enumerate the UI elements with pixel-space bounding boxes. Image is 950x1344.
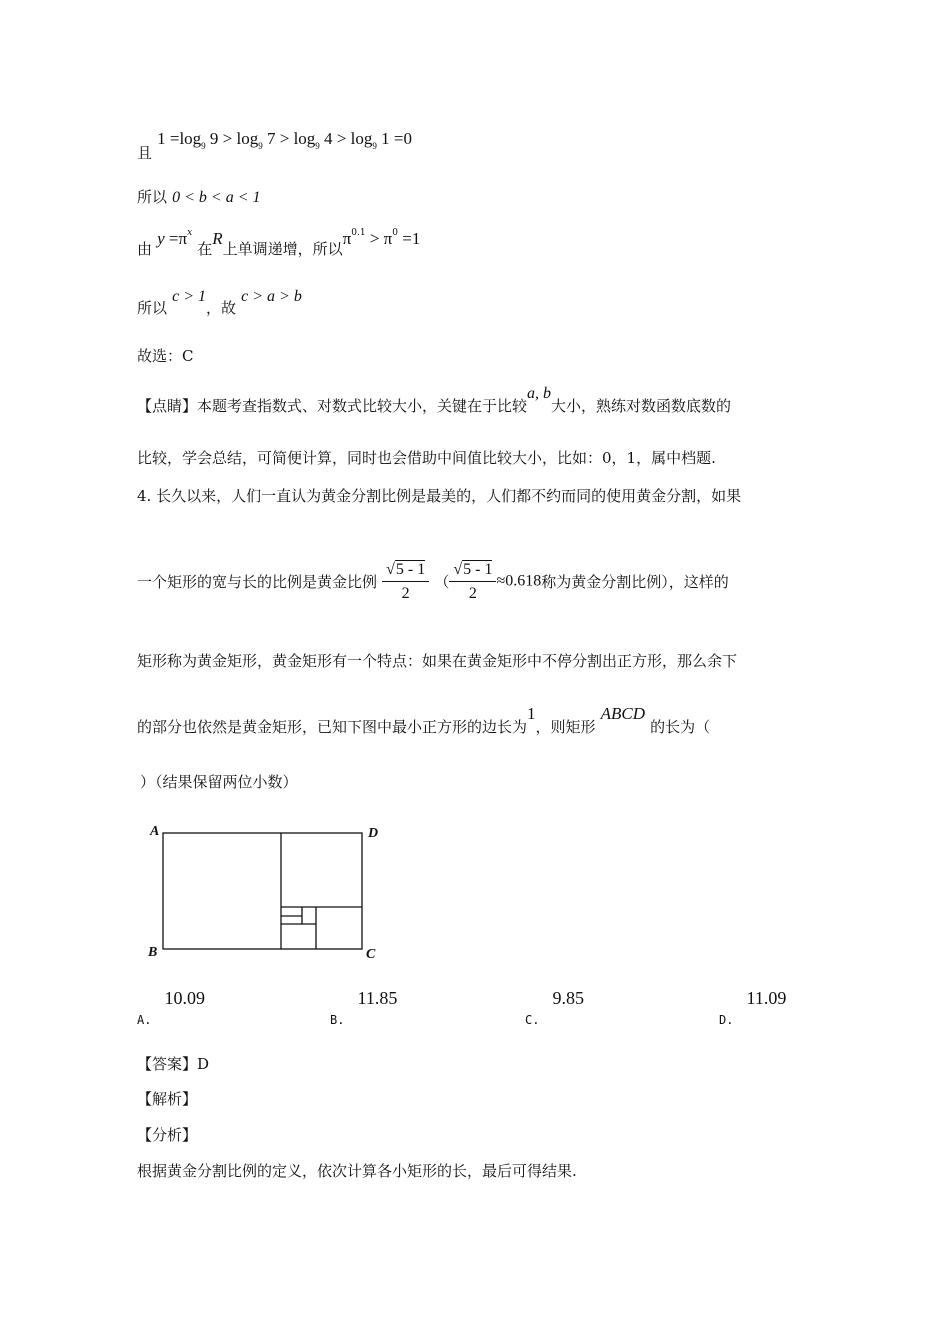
fenxi-title: 【分析】 xyxy=(137,1126,198,1144)
math-one: 1 xyxy=(527,704,536,723)
fenxi-text: 根据黄金分割比例的定义，依次计算各小矩形的长，最后可得结果. xyxy=(137,1162,577,1180)
line-log-comparison xyxy=(137,128,412,162)
choice-text: 故选：C xyxy=(137,347,194,365)
line-dianjing xyxy=(137,382,732,415)
fraction-numerator xyxy=(382,560,429,582)
text-length: 的长为（ xyxy=(650,718,711,736)
label-C: C xyxy=(366,947,376,962)
math-exp: 0.1 xyxy=(351,228,366,238)
math-abcd: ABCD xyxy=(600,704,646,723)
option-letter: B. xyxy=(330,1013,345,1027)
analysis-title: 【解析】 xyxy=(137,1090,198,1108)
math-a-b: a, b xyxy=(527,385,552,402)
label-B: B xyxy=(148,945,158,960)
sqrt-sign: √ xyxy=(453,561,463,578)
option-a[interactable] xyxy=(137,988,206,1027)
math-inequality: 0 < b < a < 1 xyxy=(172,189,261,206)
rect-abcd xyxy=(163,833,362,949)
line-monotonic xyxy=(137,228,421,258)
option-d[interactable] xyxy=(719,988,787,1027)
math-c-a-b: c > a > b xyxy=(241,288,302,305)
text-rect: ，则矩形 xyxy=(535,718,596,736)
math-R: R xyxy=(212,229,223,248)
sqrt-sign: √ xyxy=(386,561,395,578)
fraction-numerator xyxy=(449,560,496,582)
label-D: D xyxy=(368,826,379,841)
math-part: 1 =log xyxy=(157,129,202,148)
math-part: 1 =0 xyxy=(376,129,412,148)
golden-rectangle-figure xyxy=(140,820,400,970)
math-approx: ≈0.618 xyxy=(496,572,542,590)
math-gt-pi: > π xyxy=(365,229,393,248)
text-dianjing-cont: 大小，熟练对数函数底数的 xyxy=(551,397,732,415)
text-suoyi: 所以 xyxy=(137,188,168,206)
question-4-line-2 xyxy=(137,560,729,603)
option-letter: D. xyxy=(719,1013,734,1027)
math-y: y xyxy=(157,229,165,248)
math-eq-one: =1 xyxy=(398,229,421,248)
question-4-line-5: ）（结果保留两位小数） xyxy=(140,773,298,791)
option-letter: C. xyxy=(525,1013,540,1027)
question-4-line-1: 4. 长久以来，人们一直认为黄金分割比例是最美的，人们都不约而同的使用黄金分割，如果 xyxy=(137,487,742,505)
math-exp: 0 xyxy=(392,228,398,238)
option-value: 10.09 xyxy=(164,988,206,1008)
option-value: 11.85 xyxy=(357,988,398,1008)
log-base: 9 xyxy=(315,141,320,151)
math-eq-pi: =π xyxy=(164,229,188,248)
log-base: 9 xyxy=(372,141,377,151)
fraction-denominator: 2 xyxy=(401,585,410,602)
text-gu: ，故 xyxy=(206,299,237,317)
question-4-line-3: 矩形称为黄金矩形，黄金矩形有一个特点：如果在黄金矩形中不停分割出正方形，那么余下 xyxy=(137,652,738,670)
answer-label: 【答案】D xyxy=(137,1055,210,1073)
option-value: 11.09 xyxy=(746,988,787,1008)
option-value: 9.85 xyxy=(552,988,585,1008)
option-c[interactable] xyxy=(525,988,585,1027)
text-zai: 在 xyxy=(197,240,213,258)
math-exp-x: x xyxy=(187,228,193,238)
math-log-chain xyxy=(157,129,412,151)
text-you: 由 xyxy=(137,240,153,258)
text-smallest-square: 的部分也依然是黄金矩形，已知下图中最小正方形的边长为 xyxy=(137,718,528,736)
paren-open: （ xyxy=(434,573,450,591)
math-part: 9 > log xyxy=(205,129,259,148)
question-4-line-4 xyxy=(137,703,711,736)
line-conclusion xyxy=(137,285,302,317)
math-part: 4 > log xyxy=(319,129,373,148)
label-A: A xyxy=(150,824,160,839)
log-base: 9 xyxy=(201,141,206,151)
sqrt-content: 5 - 1 xyxy=(395,561,426,578)
text-dianjing: 【点睛】本题考查指数式、对数式比较大小，关键在于比较 xyxy=(137,397,528,415)
option-letter: A. xyxy=(137,1013,152,1027)
fraction-golden xyxy=(382,560,429,603)
math-pi: π xyxy=(342,229,352,248)
line-b-a-range xyxy=(137,186,261,207)
text-summary: 比较，学会总结，可简便计算，同时也会借助中间值比较大小，比如：0，1，属中档题. xyxy=(137,449,716,467)
text-increasing: 上单调递增，所以 xyxy=(222,240,343,258)
text-golden-ratio: 一个矩形的宽与长的比例是黄金比例 xyxy=(137,573,378,591)
text-qie: 且 xyxy=(137,144,153,162)
option-b[interactable] xyxy=(330,988,398,1027)
text-suoyi: 所以 xyxy=(137,299,168,317)
text-golden-ratio-def: 称为黄金分割比例），这样的 xyxy=(541,573,729,591)
math-c-gt-1: c > 1 xyxy=(172,288,207,305)
log-base: 9 xyxy=(258,141,263,151)
fraction-denominator: 2 xyxy=(468,585,477,602)
fraction-golden-2 xyxy=(449,560,496,603)
math-part: 7 > log xyxy=(262,129,316,148)
sqrt-content: 5 - 1 xyxy=(463,561,493,578)
